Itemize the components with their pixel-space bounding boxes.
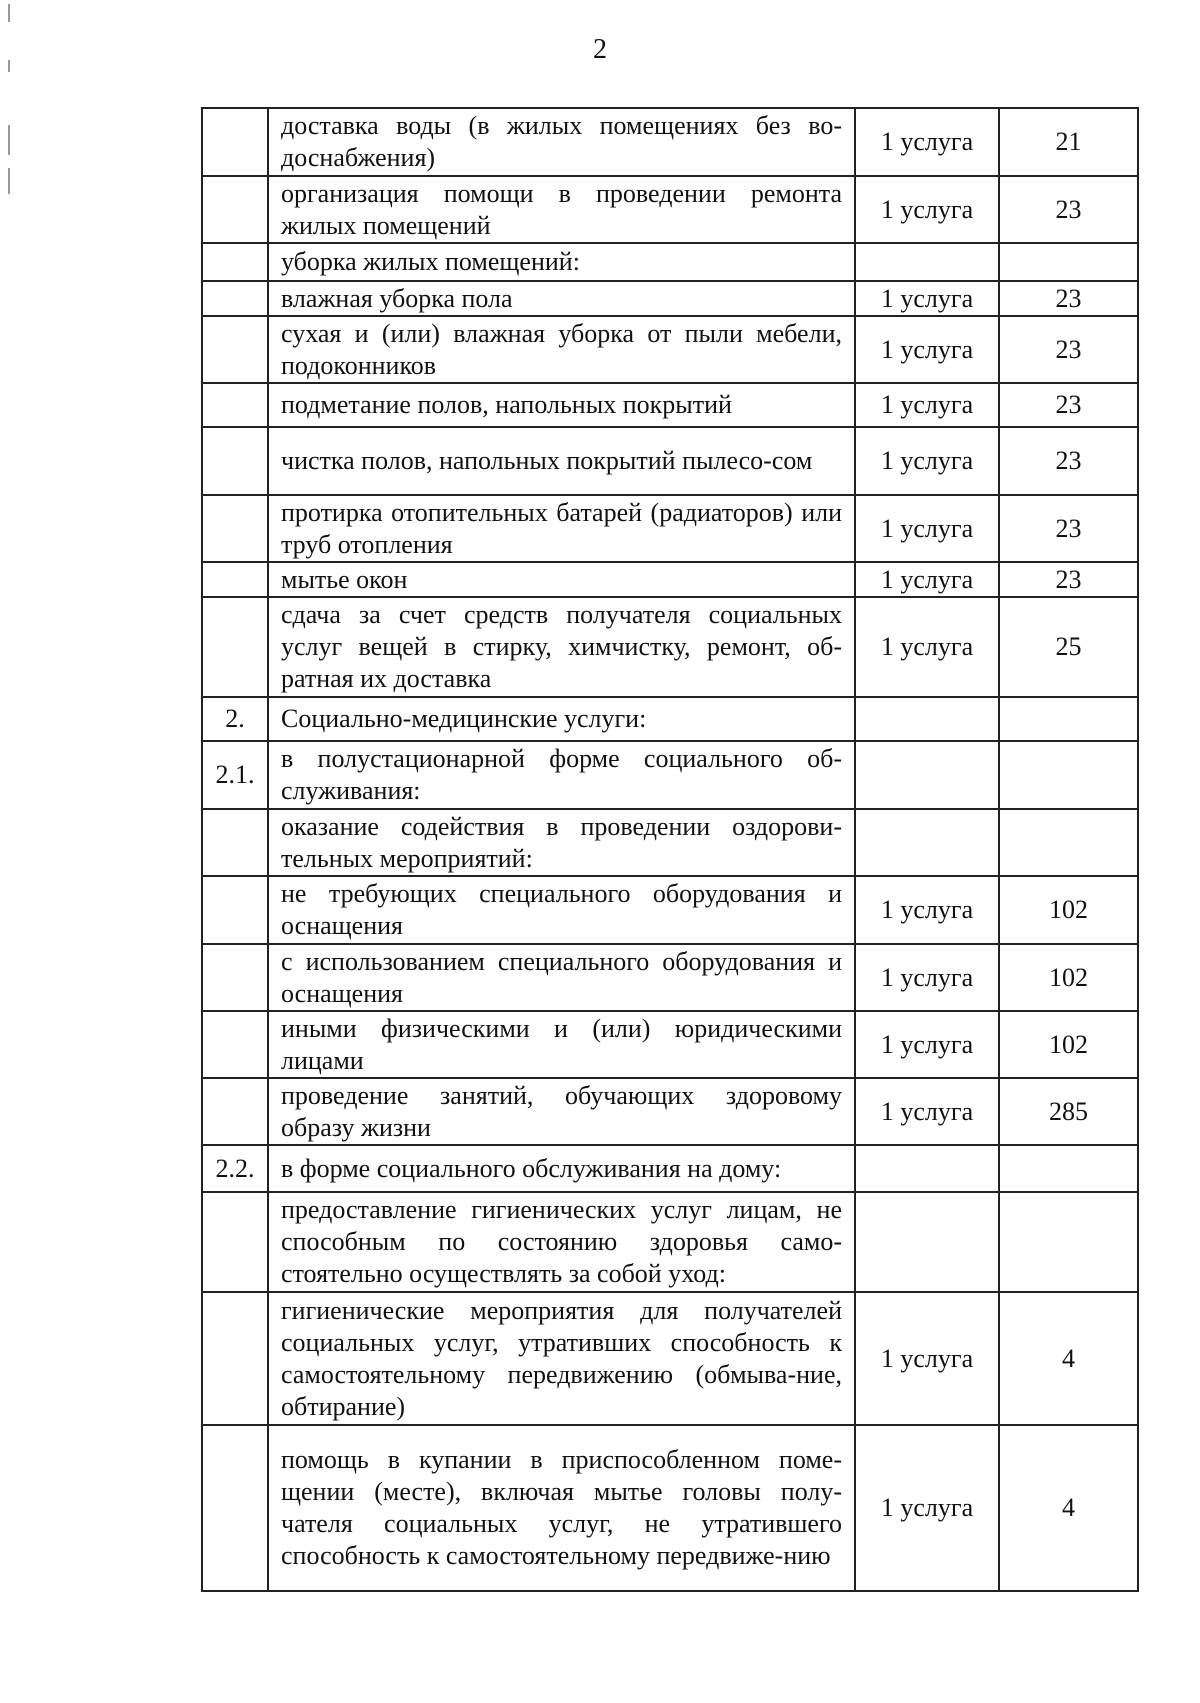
unit-cell: 1 услуга (855, 597, 999, 697)
service-name-cell: проведение занятий, обучающих здоровому образу жизни (268, 1078, 855, 1145)
service-name-cell: уборка жилых помещений: (268, 243, 855, 281)
value-cell: 23 (999, 383, 1138, 427)
table-row (202, 281, 1138, 316)
row-number-cell: 2.1. (202, 741, 268, 809)
row-number-cell: 2.2. (202, 1145, 268, 1192)
unit-cell (855, 1145, 999, 1192)
table-row (202, 176, 1138, 243)
unit-cell: 1 услуга (855, 1425, 999, 1591)
service-name-cell: помощь в купании в приспособленном поме-щении (месте), включая мытье головы полу-чателя социальных услуг, не утратившего способность к самостоятельному передвиже-нию (268, 1425, 855, 1591)
row-number-cell (202, 876, 268, 944)
service-name-cell: подметание полов, напольных покрытий (268, 383, 855, 427)
scan-edge-mark (8, 168, 10, 194)
table-row (202, 1078, 1138, 1145)
unit-cell (855, 741, 999, 809)
unit-cell: 1 услуга (855, 562, 999, 597)
service-name-cell: предоставление гигиенических услуг лицам, не способным по состоянию здоровья само-стоятельно осуществлять за собой уход: (268, 1192, 855, 1292)
page-number: 2 (593, 34, 607, 65)
row-number-cell (202, 316, 268, 383)
scan-edge-mark (8, 125, 10, 155)
value-cell: 21 (999, 108, 1138, 176)
row-number-cell: 2. (202, 697, 268, 741)
table-row (202, 1292, 1138, 1425)
row-number-cell (202, 383, 268, 427)
value-cell (999, 243, 1138, 281)
scan-edge-mark (8, 4, 10, 22)
table-row (202, 562, 1138, 597)
row-number-cell (202, 1192, 268, 1292)
unit-cell (855, 1192, 999, 1292)
row-number-cell (202, 1078, 268, 1145)
service-name-cell: Социально-медицинские услуги: (268, 697, 855, 741)
service-name-cell: гигиенические мероприятия для получателей социальных услуг, утративших способность к самостоятельному передвижению (обмыва-ние, обтирание) (268, 1292, 855, 1425)
table-row (202, 495, 1138, 562)
row-number-cell (202, 1011, 268, 1078)
unit-cell: 1 услуга (855, 944, 999, 1011)
value-cell (999, 809, 1138, 876)
services-table (201, 107, 1139, 1592)
row-number-cell (202, 281, 268, 316)
row-number-cell (202, 944, 268, 1011)
value-cell: 102 (999, 876, 1138, 944)
table-row (202, 809, 1138, 876)
value-cell: 23 (999, 495, 1138, 562)
scan-edge-mark (8, 60, 10, 72)
unit-cell: 1 услуга (855, 281, 999, 316)
service-name-cell: мытье окон (268, 562, 855, 597)
row-number-cell (202, 108, 268, 176)
service-name-cell: оказание содействия в проведении оздорови-тельных мероприятий: (268, 809, 855, 876)
unit-cell: 1 услуга (855, 427, 999, 495)
service-name-cell: чистка полов, напольных покрытий пылесо-сом (268, 427, 855, 495)
service-name-cell: иными физическими и (или) юридическими лицами (268, 1011, 855, 1078)
table-row (202, 697, 1138, 741)
service-name-cell: сухая и (или) влажная уборка от пыли мебели, подоконников (268, 316, 855, 383)
value-cell: 4 (999, 1425, 1138, 1591)
service-name-cell: протирка отопительных батарей (радиаторов) или труб отопления (268, 495, 855, 562)
unit-cell: 1 услуга (855, 876, 999, 944)
table-row (202, 1425, 1138, 1591)
service-name-cell: с использованием специального оборудования и оснащения (268, 944, 855, 1011)
value-cell: 102 (999, 944, 1138, 1011)
unit-cell: 1 услуга (855, 316, 999, 383)
row-number-cell (202, 427, 268, 495)
table-row (202, 243, 1138, 281)
value-cell: 23 (999, 316, 1138, 383)
row-number-cell (202, 562, 268, 597)
unit-cell: 1 услуга (855, 1078, 999, 1145)
row-number-cell (202, 495, 268, 562)
table-row (202, 427, 1138, 495)
table-row (202, 1192, 1138, 1292)
row-number-cell (202, 809, 268, 876)
row-number-cell (202, 1292, 268, 1425)
value-cell: 4 (999, 1292, 1138, 1425)
table-row (202, 383, 1138, 427)
value-cell: 285 (999, 1078, 1138, 1145)
value-cell: 23 (999, 281, 1138, 316)
service-name-cell: организация помощи в проведении ремонта жилых помещений (268, 176, 855, 243)
value-cell: 23 (999, 562, 1138, 597)
row-number-cell (202, 597, 268, 697)
table-row (202, 316, 1138, 383)
value-cell (999, 697, 1138, 741)
unit-cell (855, 243, 999, 281)
unit-cell: 1 услуга (855, 383, 999, 427)
table-row (202, 1145, 1138, 1192)
service-name-cell: доставка воды (в жилых помещениях без во-доснабжения) (268, 108, 855, 176)
unit-cell (855, 809, 999, 876)
service-name-cell: не требующих специального оборудования и оснащения (268, 876, 855, 944)
table-row (202, 597, 1138, 697)
service-name-cell: влажная уборка пола (268, 281, 855, 316)
value-cell: 23 (999, 427, 1138, 495)
row-number-cell (202, 1425, 268, 1591)
table-row (202, 1011, 1138, 1078)
service-name-cell: в полустационарной форме социального об-служивания: (268, 741, 855, 809)
value-cell: 25 (999, 597, 1138, 697)
unit-cell: 1 услуга (855, 176, 999, 243)
unit-cell: 1 услуга (855, 1011, 999, 1078)
value-cell (999, 1145, 1138, 1192)
unit-cell (855, 697, 999, 741)
value-cell (999, 1192, 1138, 1292)
table-row (202, 876, 1138, 944)
table-row (202, 741, 1138, 809)
row-number-cell (202, 176, 268, 243)
service-name-cell: в форме социального обслуживания на дому: (268, 1145, 855, 1192)
unit-cell: 1 услуга (855, 1292, 999, 1425)
services-table-body (202, 108, 1138, 1591)
service-name-cell: сдача за счет средств получателя социальных услуг вещей в стирку, химчистку, ремонт, об-ратная их доставка (268, 597, 855, 697)
unit-cell: 1 услуга (855, 495, 999, 562)
unit-cell: 1 услуга (855, 108, 999, 176)
table-row (202, 944, 1138, 1011)
value-cell (999, 741, 1138, 809)
table-row (202, 108, 1138, 176)
value-cell: 23 (999, 176, 1138, 243)
value-cell: 102 (999, 1011, 1138, 1078)
row-number-cell (202, 243, 268, 281)
